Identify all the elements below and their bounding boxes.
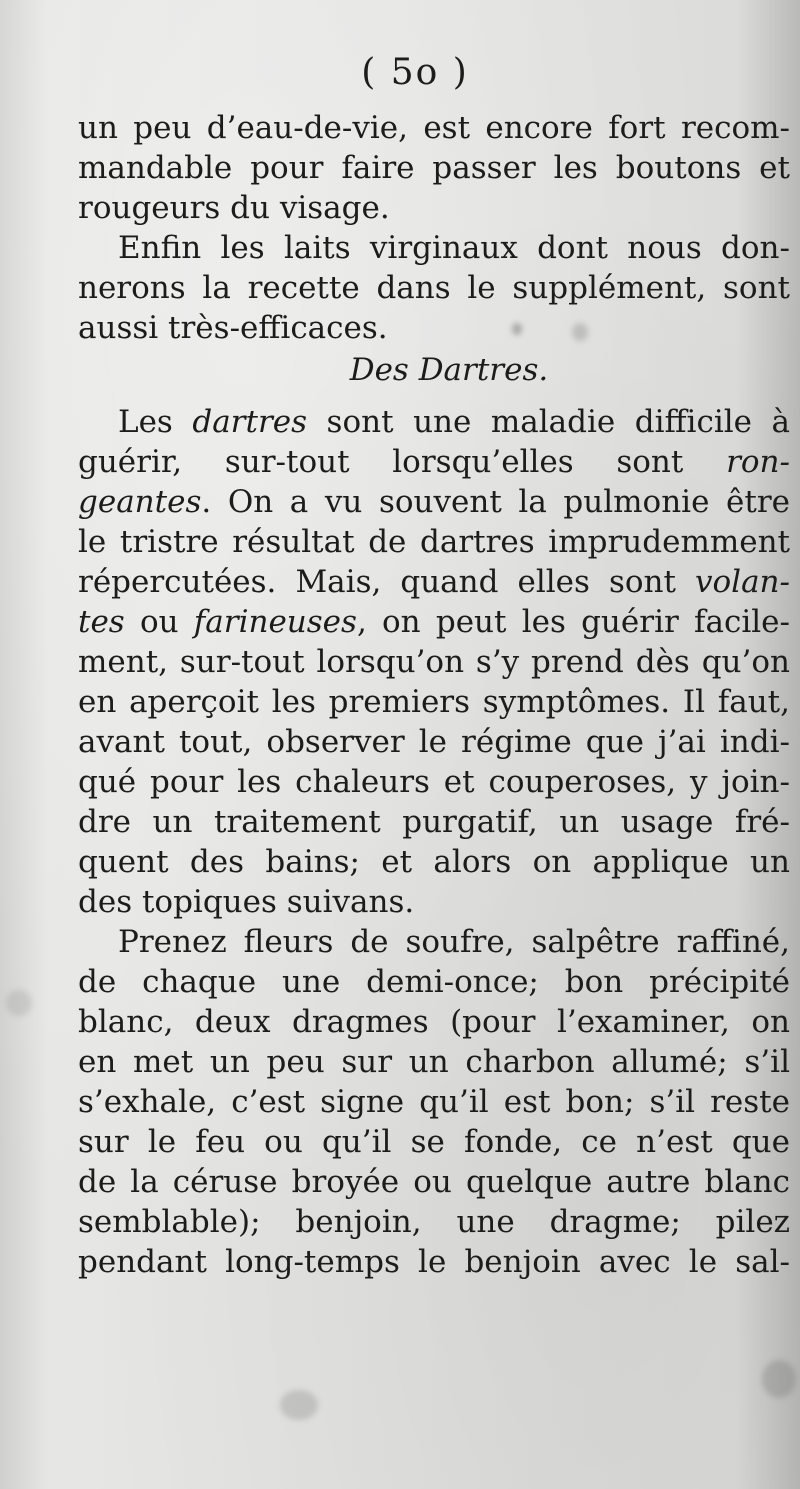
text-line: mandable pour faire passer les boutons et (78, 150, 790, 186)
text-line: nerons la recette dans le supplément, sont (78, 270, 790, 306)
text-line: des topiques suivans. (78, 884, 415, 920)
text-line: avant tout, observer le régime que j’ai indi- (78, 724, 790, 760)
text-line: de chaque une demi-once; bon précipité (78, 964, 790, 1000)
text-line: s’exhale, c’est signe qu’il est bon; s’il reste (78, 1084, 790, 1120)
text-line (78, 562, 790, 602)
emphasis: volan- (694, 564, 790, 600)
text-line: semblable); benjoin, une dragme; pilez (78, 1204, 790, 1240)
text-line: en aperçoit les premiers symptômes. Il faut, (78, 684, 790, 720)
emphasis: geantes (78, 484, 202, 520)
text-line: un peu d’eau-de-vie, est encore fort recom- (78, 110, 790, 146)
paper-stain (6, 990, 32, 1016)
text-line: ment, sur-tout lorsqu’on s’y prend dès qu’on (78, 644, 790, 680)
emphasis: tes (78, 604, 125, 640)
text-line (78, 482, 790, 522)
text-run: . On a vu souvent la pulmonie être (201, 484, 790, 520)
emphasis: dartres (192, 404, 308, 440)
emphasis: farineuses (193, 604, 357, 640)
spacer (78, 392, 790, 402)
text-run: guérir, sur-tout lorsqu’elles sont (78, 444, 727, 480)
text-line: quent des bains; et alors on applique un (78, 844, 790, 880)
text-run: Les (118, 404, 193, 440)
text-line (78, 602, 790, 642)
text-line (78, 402, 790, 442)
text-run: sont une maladie difficile à (307, 404, 790, 440)
text-line: sur le feu ou qu’il se fonde, ce n’est que (78, 1124, 790, 1160)
paper-stain (280, 1390, 318, 1420)
text-line: dre un traitement purgatif, un usage fré- (78, 804, 790, 840)
page-number: ( 5o ) (361, 52, 469, 93)
section-heading: Des Dartres. (349, 352, 549, 388)
text-line: Enfin les laits virginaux dont nous don- (118, 230, 790, 266)
emphasis: ron- (726, 444, 790, 480)
text-line: rougeurs du visage. (78, 190, 390, 226)
text-line: le tristre résultat de dartres imprudemment (78, 524, 790, 560)
text-run: répercutées. Mais, quand elles sont (78, 564, 695, 600)
text-run: ou (124, 604, 194, 640)
text-line: aussi très-efficaces. (78, 310, 388, 346)
text-line: qué pour les chaleurs et couperoses, y join- (78, 764, 790, 800)
text-line: blanc, deux dragmes (pour l’examiner, on (78, 1004, 790, 1040)
paper-stain (762, 1360, 796, 1398)
text-line: pendant long-temps le benjoin avec le sal- (78, 1244, 790, 1280)
text-line: de la céruse broyée ou quelque autre blanc (78, 1164, 790, 1200)
text-line: Prenez fleurs de soufre, salpêtre raffiné, (118, 924, 790, 960)
text-line (78, 442, 790, 482)
text-run: , on peut les guérir facile- (356, 604, 790, 640)
body-text (78, 108, 790, 1282)
text-line: en met un peu sur un charbon allumé; s’il (78, 1044, 790, 1080)
